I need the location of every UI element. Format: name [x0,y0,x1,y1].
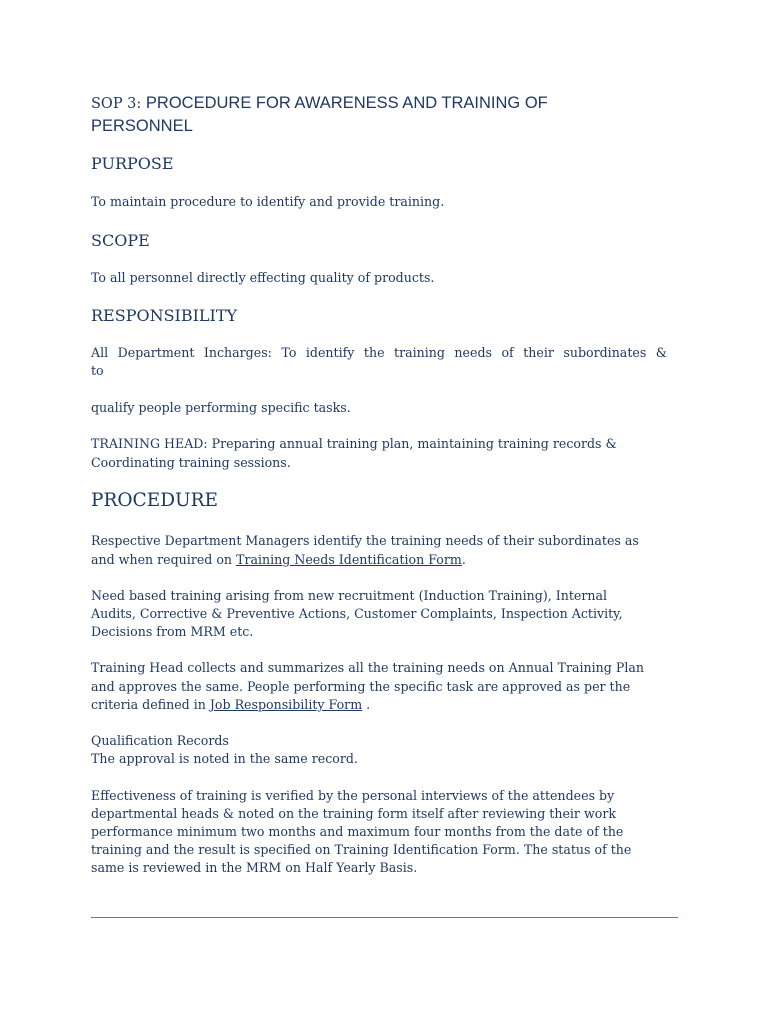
responsibility-heading: RESPONSIBILITY [91,306,238,325]
procedure-p5-line-1: Effectiveness of training is verified by the personal interviews of the attendees by [91,788,615,803]
procedure-heading: PROCEDURE [91,490,219,511]
title-prefix: SOP 3: [91,96,146,112]
procedure-p4-line-2: The approval is noted in the same record. [91,751,358,766]
responsibility-line-3: qualify people performing specific tasks. [91,400,351,415]
title-line-2: PERSONNEL [91,117,193,135]
procedure-p4-line-1: Qualification Records [91,733,229,748]
title-line-1: PROCEDURE FOR AWARENESS AND TRAINING OF [145,94,548,112]
scope-heading: SCOPE [91,231,150,250]
document-title [91,92,667,137]
responsibility-line-1: All Department Incharges: To identify the training needs of their subordinates & [91,345,667,360]
procedure-p2-line-3: Decisions from MRM etc. [91,624,254,639]
procedure-p1-line-2 [91,551,667,569]
procedure-p5-line-4: training and the result is specified on Training Identification Form. The status of the [91,842,632,857]
procedure-p5-line-3: performance minimum two months and maximum four months from the date of the [91,824,624,839]
procedure-p5-line-2: departmental heads & noted on the training form itself after reviewing their work [91,806,616,821]
purpose-heading: PURPOSE [91,154,174,173]
procedure-p2-line-1: Need based training arising from new recruitment (Induction Training), Internal [91,588,608,603]
procedure-p1-pre: and when required on [91,552,237,567]
training-head-line-2: Coordinating training sessions. [91,455,291,470]
procedure-p1-line-1: Respective Department Managers identify the training needs of their subordinates as [91,533,639,548]
procedure-p3-line-2: and approves the same. People performing the specific task are approved as per the [91,679,631,694]
procedure-p3-post: . [362,697,371,712]
procedure-p5-line-5: same is reviewed in the MRM on Half Yearly Basis. [91,860,418,875]
training-needs-form-link[interactable]: Training Needs Identification Form [236,552,462,567]
procedure-p3-line-3 [91,696,667,714]
procedure-p3-pre: criteria defined in [91,697,210,712]
footer-divider [91,917,678,918]
job-responsibility-form-link[interactable]: Job Responsibility Form [209,697,363,712]
training-head-line-1: TRAINING HEAD: Preparing annual training plan, maintaining training records & [91,436,617,451]
responsibility-line-2: to [91,363,104,378]
document-body [91,92,667,875]
procedure-p2-line-2: Audits, Corrective & Preventive Actions, Customer Complaints, Inspection Activity, [91,606,623,621]
purpose-text: To maintain procedure to identify and provide training. [91,194,445,209]
scope-text: To all personnel directly effecting quality of products. [91,270,435,285]
procedure-p1-post: . [461,552,466,567]
procedure-p3-line-1: Training Head collects and summarizes all the training needs on Annual Training Plan [91,660,644,675]
